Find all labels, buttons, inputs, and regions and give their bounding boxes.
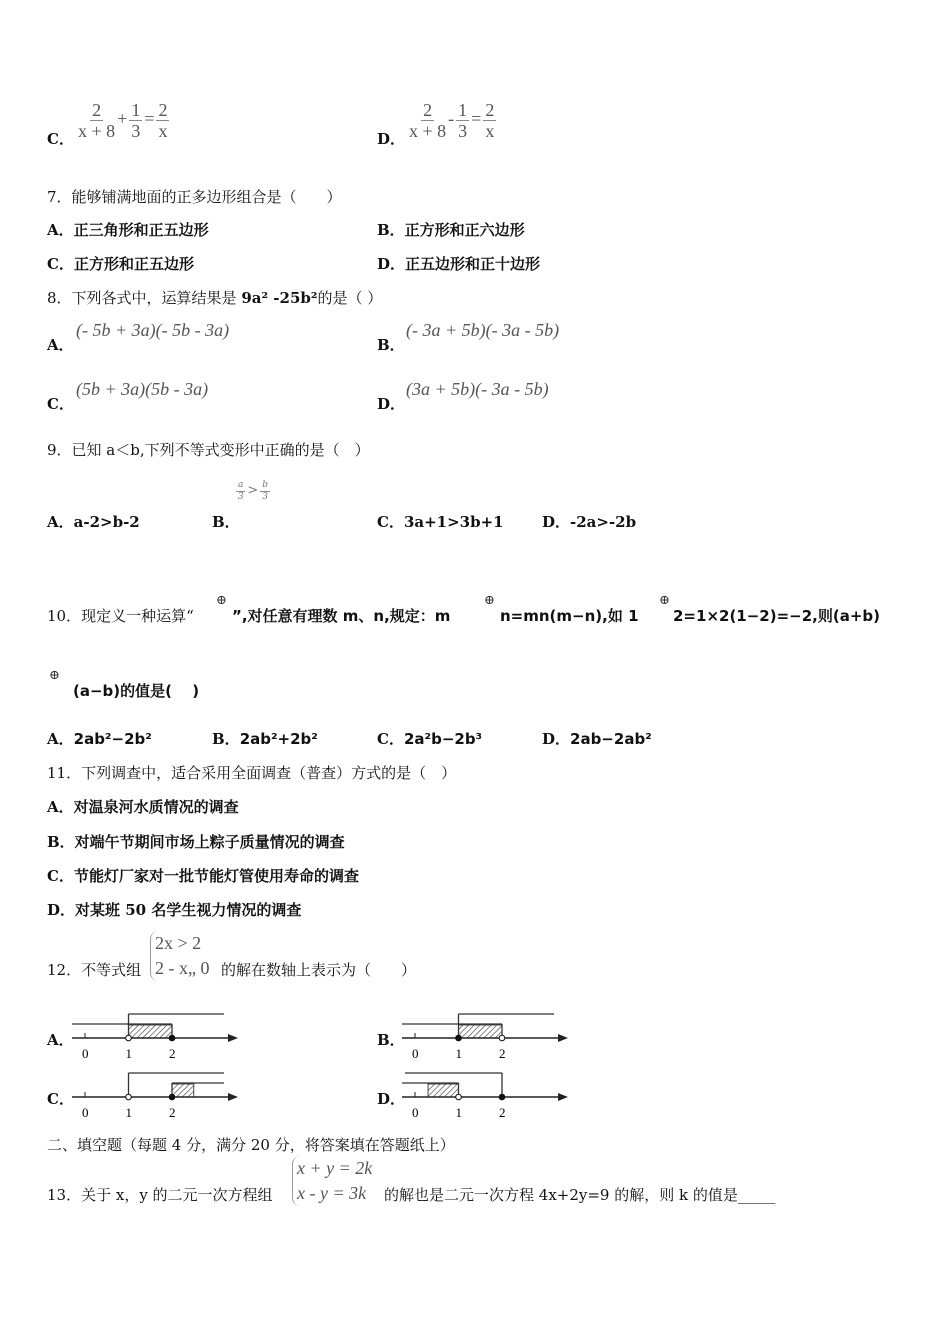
q9-option-c: C．3a+1>3b+1 — [377, 513, 504, 531]
closed-point — [169, 1094, 175, 1100]
denominator: 3 — [458, 121, 468, 141]
q11-stem: 11．下列调查中，适合采用全面调查（普查）方式的是（ ） — [47, 764, 457, 782]
tick-label: 2 — [499, 1046, 506, 1061]
denominator: x — [485, 121, 495, 141]
axis-arrow — [558, 1093, 568, 1101]
open-point — [126, 1035, 132, 1041]
q10-stem-part4: 2=1×2(1−2)=−2,则(a+b) — [673, 607, 881, 625]
oplus-icon: ⊕ — [659, 593, 670, 608]
denominator: 3 — [262, 492, 269, 502]
closed-point — [169, 1035, 175, 1041]
denominator: x — [158, 121, 168, 141]
q7-option-b: B．正方形和正六边形 — [377, 221, 525, 239]
oplus-icon: ⊕ — [484, 593, 495, 608]
q8-option-d-expr: (3a + 5b)(- 3a - 5b) — [406, 379, 549, 399]
q7-stem: 7．能够铺满地面的正多边形组合是（ ） — [47, 188, 342, 206]
axis-arrow — [228, 1093, 238, 1101]
numerator: 2 — [92, 100, 102, 120]
option-value: 2ab−2ab² — [570, 730, 652, 748]
equals: = — [471, 108, 482, 129]
equation-2: x - y = 3k — [297, 1183, 367, 1203]
hatched-region — [172, 1084, 194, 1097]
operator: + — [117, 108, 128, 129]
axis-arrow — [228, 1034, 238, 1042]
q9-option-b: B． — [212, 513, 240, 531]
tick-label: 2 — [169, 1105, 176, 1120]
q8-stem-expression: 9a² -25b² — [241, 289, 318, 307]
q10-stem-part3: n=mn(m−n),如 1 — [500, 607, 639, 625]
q13-stem-text: 的解也是二元一次方程 4x+2y=9 的解，则 k 的值是 — [384, 1186, 738, 1204]
numerator: a — [238, 480, 244, 490]
hatched-region — [129, 1025, 173, 1038]
tick-label: 1 — [125, 1105, 132, 1120]
tick-label: 1 — [455, 1105, 462, 1120]
numerator: 2 — [485, 100, 495, 120]
q8-option-c-expr: (5b + 3a)(5b - 3a) — [76, 379, 209, 399]
open-point — [456, 1094, 462, 1100]
oplus-icon: ⊕ — [216, 593, 227, 608]
equals: = — [144, 108, 155, 129]
q6-option-c-equation — [76, 100, 171, 141]
q9-option-d: D．-2a>-2b — [542, 513, 637, 531]
number-line — [402, 1012, 572, 1072]
q10-option-a — [47, 728, 152, 749]
q11-option-b: B．对端午节期间市场上粽子质量情况的调查 — [47, 833, 345, 851]
q9-option-a: A．a-2>b-2 — [47, 513, 140, 531]
tick-label: 0 — [82, 1105, 89, 1120]
number-line — [72, 1071, 242, 1131]
q10-stem-part2: ”,对任意有理数 m、n,规定：m — [232, 607, 451, 625]
denominator: 3 — [237, 492, 244, 502]
q7-option-a: A．正三角形和正五边形 — [47, 221, 209, 239]
axis-arrow — [558, 1034, 568, 1042]
tick-label: 2 — [169, 1046, 176, 1061]
q9-stem: 9．已知 a＜b,下列不等式变形中正确的是（ ） — [47, 441, 370, 459]
q8-option-a-expr: (- 5b + 3a)(- 5b - 3a) — [76, 320, 230, 340]
q12-stem-post: 的解在数轴上表示为（ ） — [221, 961, 417, 979]
q11-option-a: A．对温泉河水质情况的调查 — [47, 798, 239, 816]
tick-label: 2 — [499, 1105, 506, 1120]
answer-blank[interactable]: _____ — [737, 1186, 776, 1204]
number-line — [72, 1012, 242, 1072]
option-value: 2ab²+2b² — [239, 730, 318, 748]
q8-stem-tail: 的是（ ） — [317, 289, 383, 307]
numerator: 2 — [158, 100, 168, 120]
open-point — [499, 1035, 505, 1041]
q6-option-d-equation — [407, 100, 498, 141]
q12-stem-pre: 12．不等式组 — [47, 961, 142, 979]
q12-option-label: A． — [47, 1031, 74, 1049]
q12-option-label: D． — [377, 1090, 406, 1108]
q10-option-b — [212, 728, 318, 749]
q8-option-c-label: C． — [47, 395, 74, 413]
tick-label: 0 — [412, 1046, 419, 1061]
tick-label: 0 — [412, 1105, 419, 1120]
tick-label: 0 — [82, 1046, 89, 1061]
q10-stem-part5: (a−b)的值是( ) — [73, 682, 200, 700]
q11-option-d: D．对某班 50 名学生视力情况的调查 — [47, 901, 302, 919]
q12-inequality-system — [150, 931, 209, 981]
numerator: 1 — [131, 100, 141, 120]
q8-stem — [47, 287, 382, 308]
q10-option-c — [377, 728, 482, 749]
q8-option-d-label: D． — [377, 395, 406, 413]
q8-option-b-label: B． — [377, 336, 405, 354]
hatched-region — [459, 1025, 503, 1038]
inequality-2: 2 - x„ 0 — [155, 958, 210, 978]
option-label: A． — [47, 730, 74, 748]
q8-option-a-label: A． — [47, 336, 74, 354]
q10-stem-part1: 10．现定义一种运算“ — [47, 607, 194, 625]
operator: - — [448, 108, 455, 129]
denominator: 3 — [131, 121, 141, 141]
numerator: 1 — [458, 100, 468, 120]
q6-option-d-label: D． — [377, 130, 406, 148]
denominator: x + 8 — [409, 121, 447, 141]
q13-equation-system — [292, 1156, 372, 1206]
q6-option-c-label: C． — [47, 130, 74, 148]
section-2-title: 二、填空题（每题 4 分，满分 20 分，将答案填在答题纸上） — [47, 1136, 455, 1154]
q13-stem-post — [384, 1184, 775, 1205]
q11-option-c: C．节能灯厂家对一批节能灯管使用寿命的调查 — [47, 867, 359, 885]
option-label: D． — [542, 730, 571, 748]
open-point — [126, 1094, 132, 1100]
option-label: C． — [377, 730, 404, 748]
operator: > — [247, 483, 259, 498]
q8-option-b-expr: (- 3a + 5b)(- 3a - 5b) — [406, 320, 560, 340]
option-value: 2a²b−2b³ — [403, 730, 483, 748]
option-label: B． — [212, 730, 240, 748]
q7-option-c: C．正方形和正五边形 — [47, 255, 194, 273]
q12-option-label: B． — [377, 1031, 405, 1049]
q9-option-b-expr — [234, 480, 272, 503]
q7-option-d: D．正五边形和正十边形 — [377, 255, 541, 273]
numerator: b — [262, 480, 269, 490]
denominator: x + 8 — [78, 121, 116, 141]
closed-point — [499, 1094, 505, 1100]
inequality-1: 2x > 2 — [155, 933, 202, 953]
q13-stem-pre: 13．关于 x，y 的二元一次方程组 — [47, 1186, 273, 1204]
q10-option-d — [542, 728, 652, 749]
tick-label: 1 — [125, 1046, 132, 1061]
q12-option-label: C． — [47, 1090, 74, 1108]
option-value: 2ab²−2b² — [73, 730, 152, 748]
tick-label: 1 — [455, 1046, 462, 1061]
hatched-region — [428, 1084, 458, 1097]
q8-stem-text: 8．下列各式中，运算结果是 — [47, 289, 242, 307]
numerator: 2 — [423, 100, 433, 120]
oplus-icon: ⊕ — [49, 668, 60, 683]
number-line — [402, 1071, 572, 1131]
closed-point — [456, 1035, 462, 1041]
equation-1: x + y = 2k — [297, 1158, 373, 1178]
